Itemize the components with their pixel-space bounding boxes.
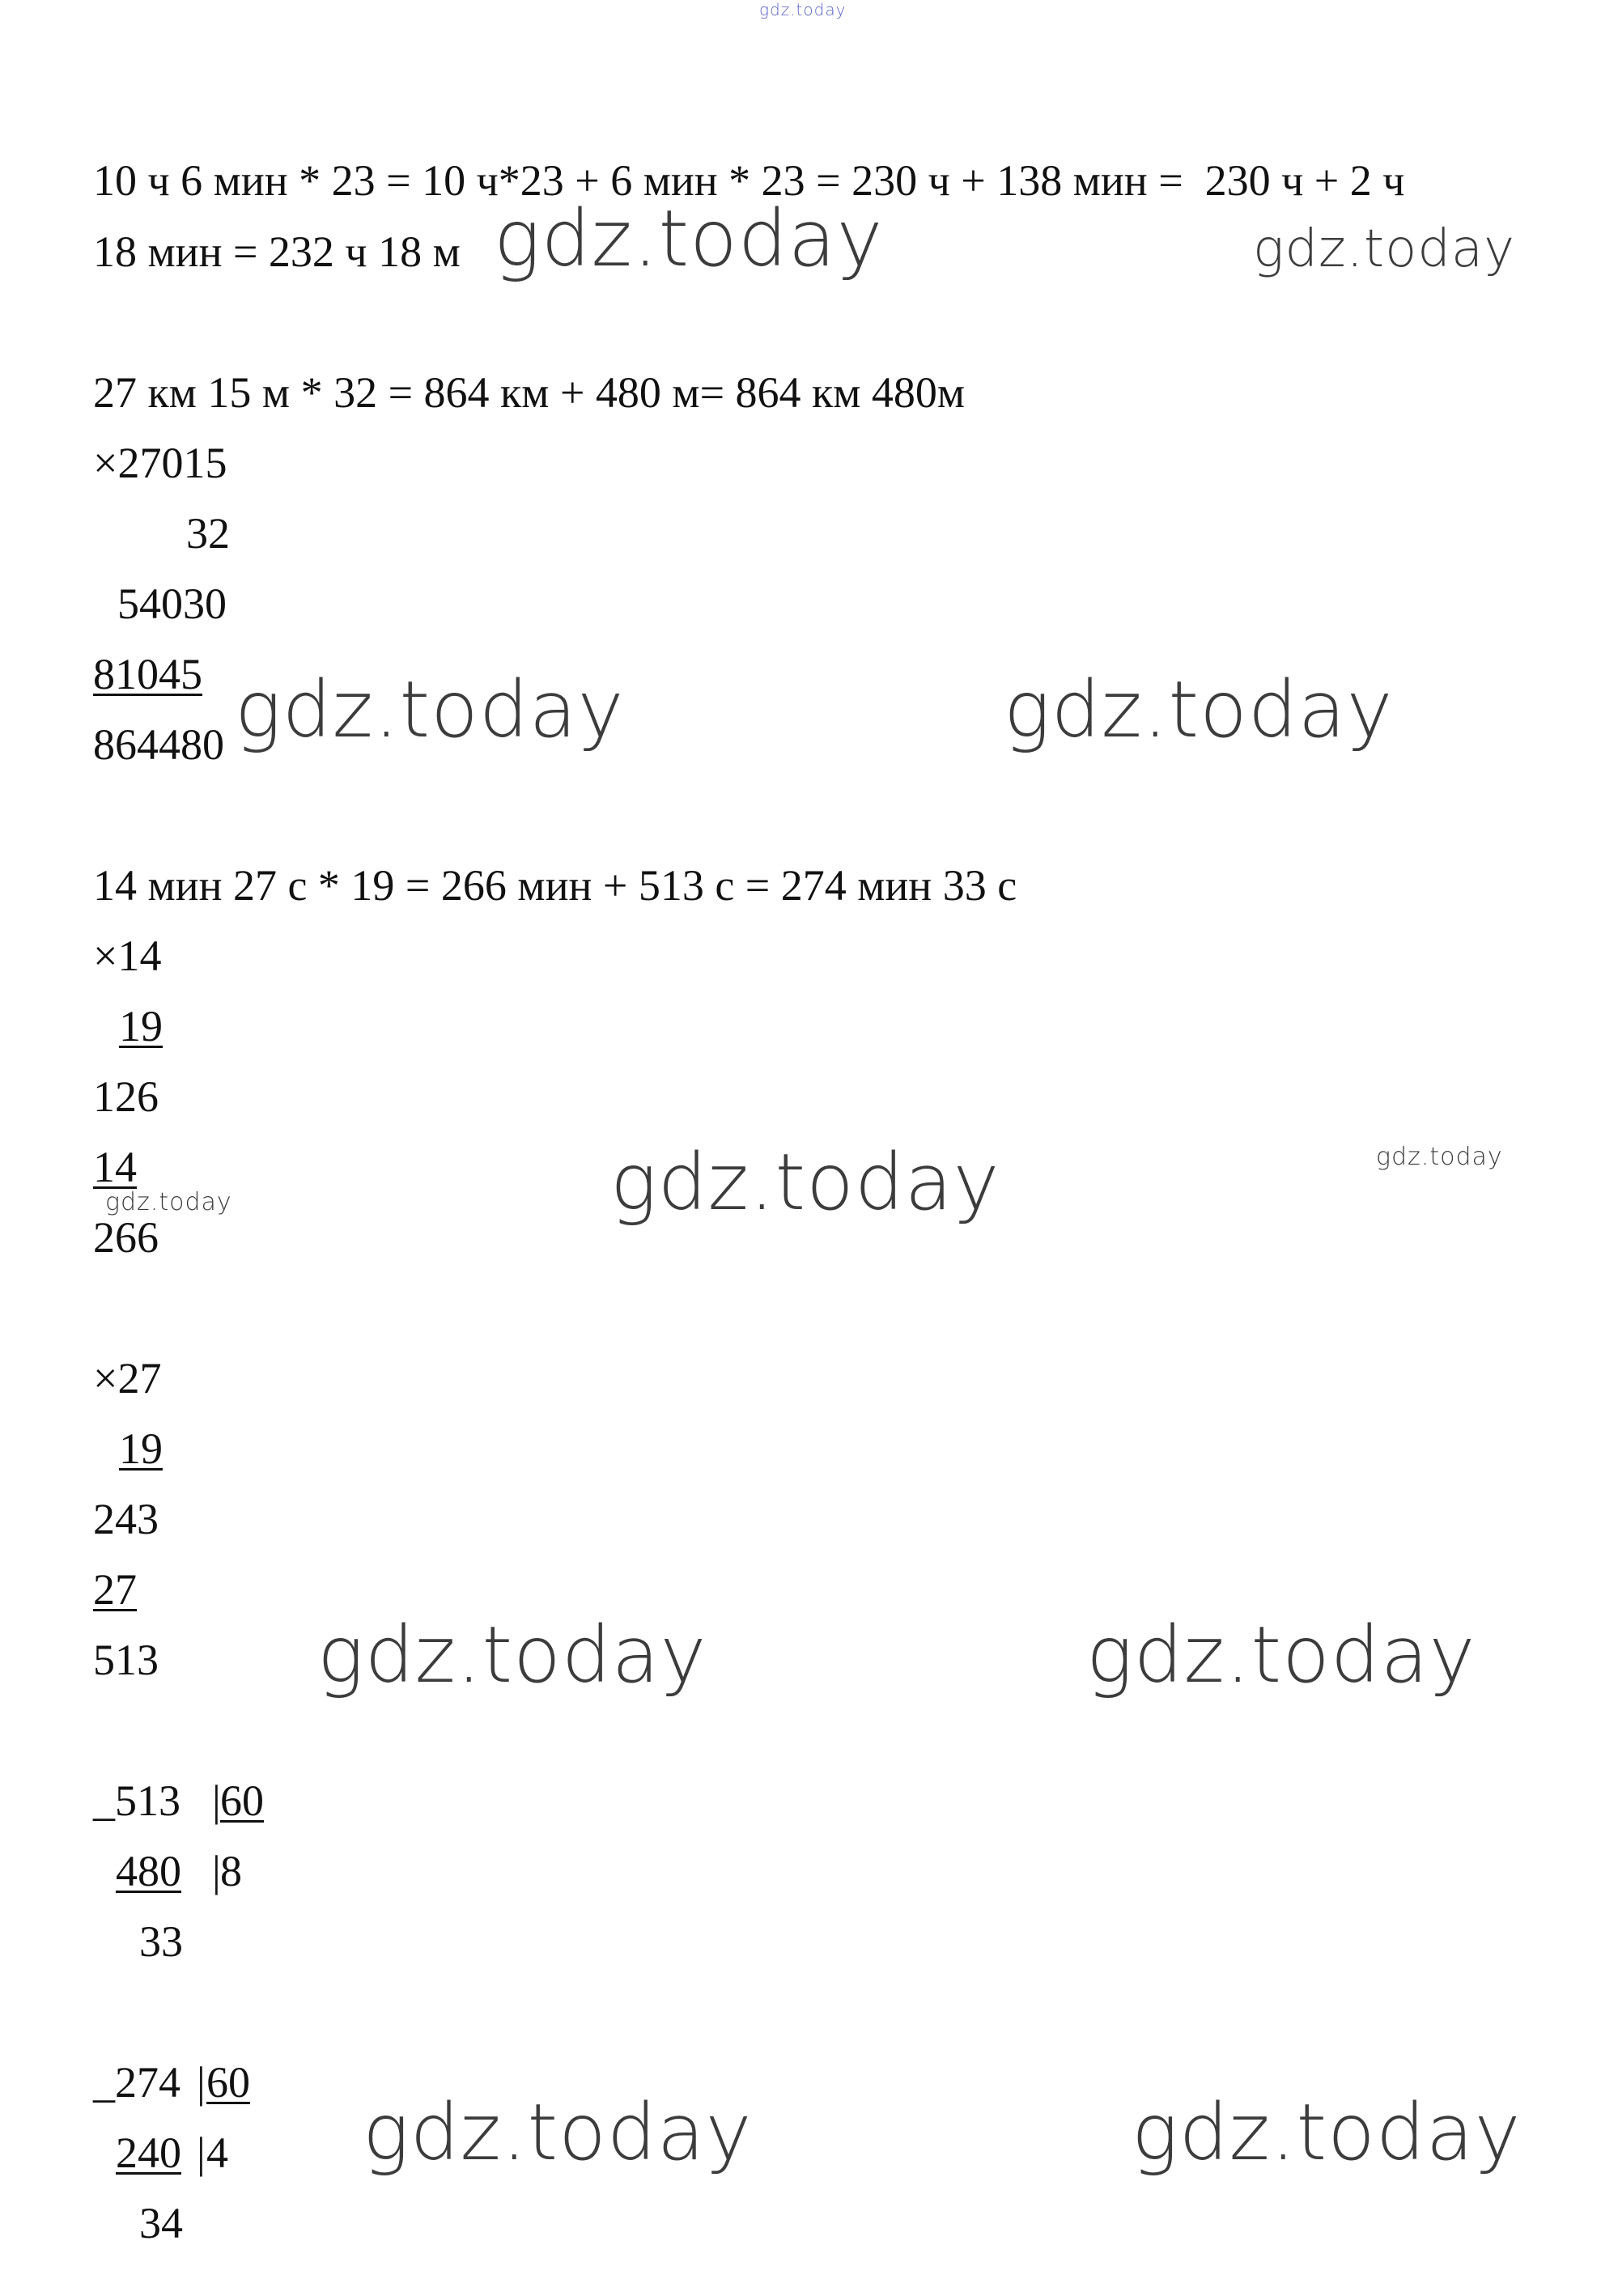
- division-remainder: 34: [139, 2199, 183, 2247]
- mult-line: 27: [93, 1565, 137, 1614]
- problem3-equation: 14 мин 27 с * 19 = 266 мин + 513 с = 274 мин 33 с: [93, 861, 1017, 910]
- watermark: gdz.today: [1376, 1143, 1503, 1171]
- watermark: gdz.today: [610, 1137, 1000, 1228]
- mult-line: 14: [93, 1143, 137, 1191]
- watermark: gdz.today: [105, 1188, 232, 1216]
- division-quotient: 8: [220, 1847, 242, 1895]
- problem1-line2: 18 мин = 232 ч 18 м: [93, 227, 461, 276]
- mult-line: 32: [186, 509, 230, 558]
- watermark: gdz.today: [494, 193, 884, 284]
- mult-line: 243: [93, 1495, 159, 1543]
- watermark: gdz.today: [317, 1610, 707, 1700]
- mult-line: 126: [93, 1072, 159, 1121]
- mult-line: 81045: [93, 650, 202, 698]
- mult-line: 54030: [117, 579, 227, 628]
- mult-line: 19: [119, 1002, 163, 1050]
- mult-line: 19: [119, 1424, 163, 1473]
- watermark: gdz.today: [363, 2087, 753, 2178]
- watermark: gdz.today: [1004, 664, 1394, 755]
- mult-line: ×14: [93, 932, 162, 980]
- watermark: gdz.today: [1132, 2087, 1522, 2178]
- division-divisor: 60: [220, 1776, 264, 1825]
- mult-result: 864480: [93, 720, 224, 769]
- watermark: gdz.today: [1086, 1610, 1476, 1700]
- problem2-equation: 27 км 15 м * 32 = 864 км + 480 м= 864 км 480м: [93, 368, 966, 417]
- division-bar: |: [212, 1776, 221, 1825]
- division-bar: |: [197, 2128, 206, 2177]
- division-bar: |: [212, 1847, 221, 1895]
- watermark: gdz.today: [1253, 219, 1515, 279]
- mult-result: 266: [93, 1213, 159, 1262]
- watermark-top: gdz.today: [759, 0, 847, 19]
- mult-line: ×27: [93, 1354, 162, 1403]
- watermark: gdz.today: [235, 664, 625, 755]
- division-divisor: 60: [206, 2058, 250, 2107]
- division-dividend: _513: [93, 1776, 180, 1825]
- division-remainder: 33: [139, 1917, 183, 1966]
- division-quotient: 4: [206, 2128, 228, 2177]
- mult-line: ×27015: [93, 439, 227, 487]
- division-subtract: 480: [116, 1847, 181, 1895]
- mult-result: 513: [93, 1636, 159, 1684]
- division-dividend: _274: [93, 2058, 180, 2107]
- division-subtract: 240: [116, 2128, 181, 2177]
- problem1-line1: 10 ч 6 мин * 23 = 10 ч*23 + 6 мин * 23 = 230 ч + 138 мин = 230 ч + 2 ч: [93, 156, 1405, 205]
- division-bar: |: [197, 2058, 206, 2107]
